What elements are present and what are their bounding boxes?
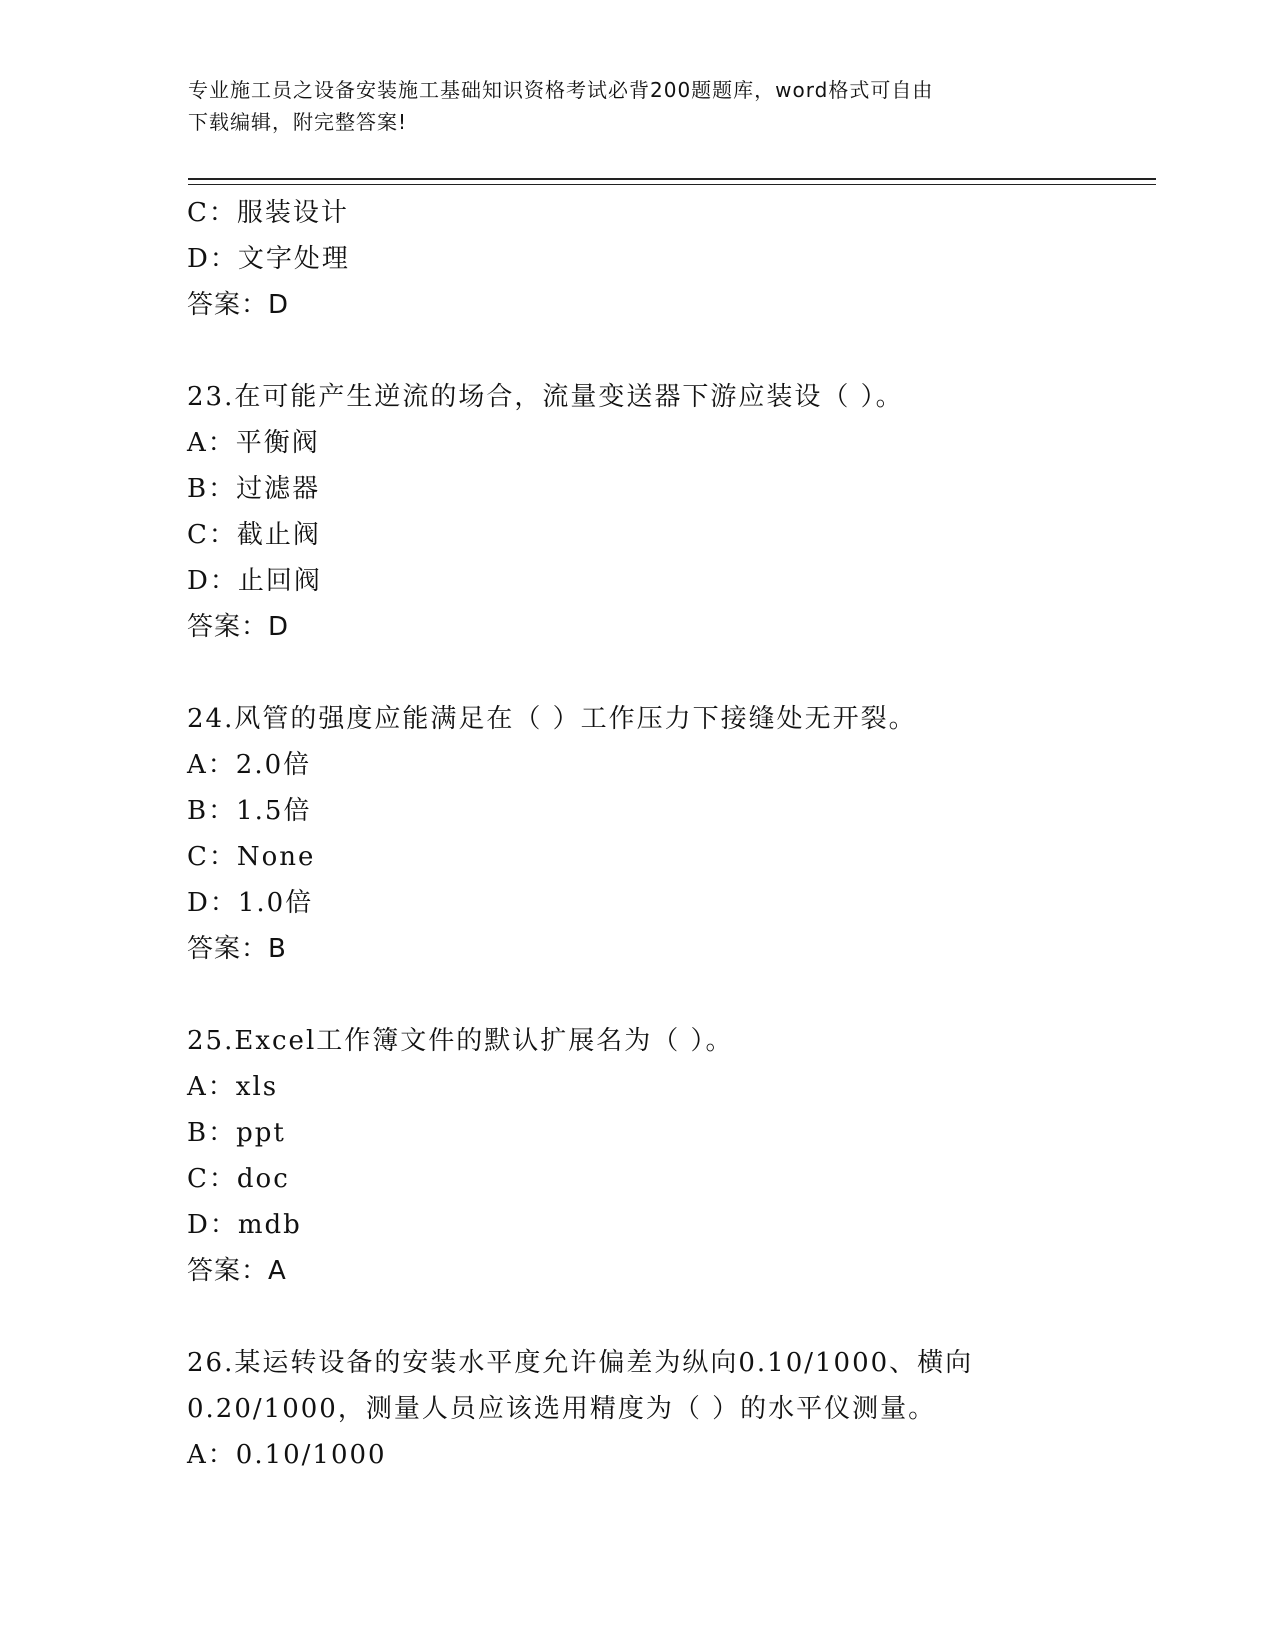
question-stem: 24.风管的强度应能满足在（ ）工作压力下接缝处无开裂。 [187, 704, 917, 734]
option-line: C：doc [187, 1164, 290, 1194]
spacer [187, 1294, 1167, 1340]
option-line: D：1.0倍 [187, 888, 314, 918]
question-25 [187, 1018, 1167, 1294]
question-content [187, 190, 1167, 1478]
option-line: B：1.5倍 [187, 796, 312, 826]
option-line: A：平衡阀 [187, 428, 320, 458]
header-line-2: 下载编辑，附完整答案! [188, 110, 408, 134]
option-line: D：止回阀 [187, 566, 322, 596]
option-line: C：截止阀 [187, 520, 321, 550]
question-stem-continued: 0.20/1000，测量人员应该选用精度为（ ）的水平仪测量。 [187, 1394, 937, 1424]
header-line-1: 专业施工员之设备安装施工基础知识资格考试必背200题题库，word格式可自由 [188, 78, 934, 102]
option-line: B：过滤器 [187, 474, 321, 504]
spacer [187, 328, 1167, 374]
header-rule-thick [188, 178, 1156, 180]
question-stem: 25.Excel工作簿文件的默认扩展名为（ ）。 [187, 1026, 734, 1056]
question-26 [187, 1340, 1167, 1478]
answer-line: 答案：A [187, 1256, 287, 1286]
document-header [188, 74, 1088, 138]
answer-line: 答案：D [187, 612, 290, 642]
spacer [187, 650, 1167, 696]
option-line: B：ppt [187, 1118, 286, 1148]
answer-line: 答案：B [187, 934, 287, 964]
option-line: D：文字处理 [187, 244, 350, 274]
header-rule-thin [188, 184, 1156, 185]
question-24 [187, 696, 1167, 972]
option-line: D：mdb [187, 1210, 302, 1240]
question-stem: 26.某运转设备的安装水平度允许偏差为纵向0.10/1000、横向 [187, 1348, 974, 1378]
option-line: C：None [187, 842, 316, 872]
previous-question-tail [187, 190, 1167, 328]
option-line: A：0.10/1000 [187, 1440, 387, 1470]
answer-line: 答案：D [187, 290, 290, 320]
option-line: C：服装设计 [187, 198, 349, 228]
question-stem: 23.在可能产生逆流的场合，流量变送器下游应装设（ ）。 [187, 382, 904, 412]
question-23 [187, 374, 1167, 650]
option-line: A：xls [187, 1072, 279, 1102]
spacer [187, 972, 1167, 1018]
option-line: A：2.0倍 [187, 750, 312, 780]
